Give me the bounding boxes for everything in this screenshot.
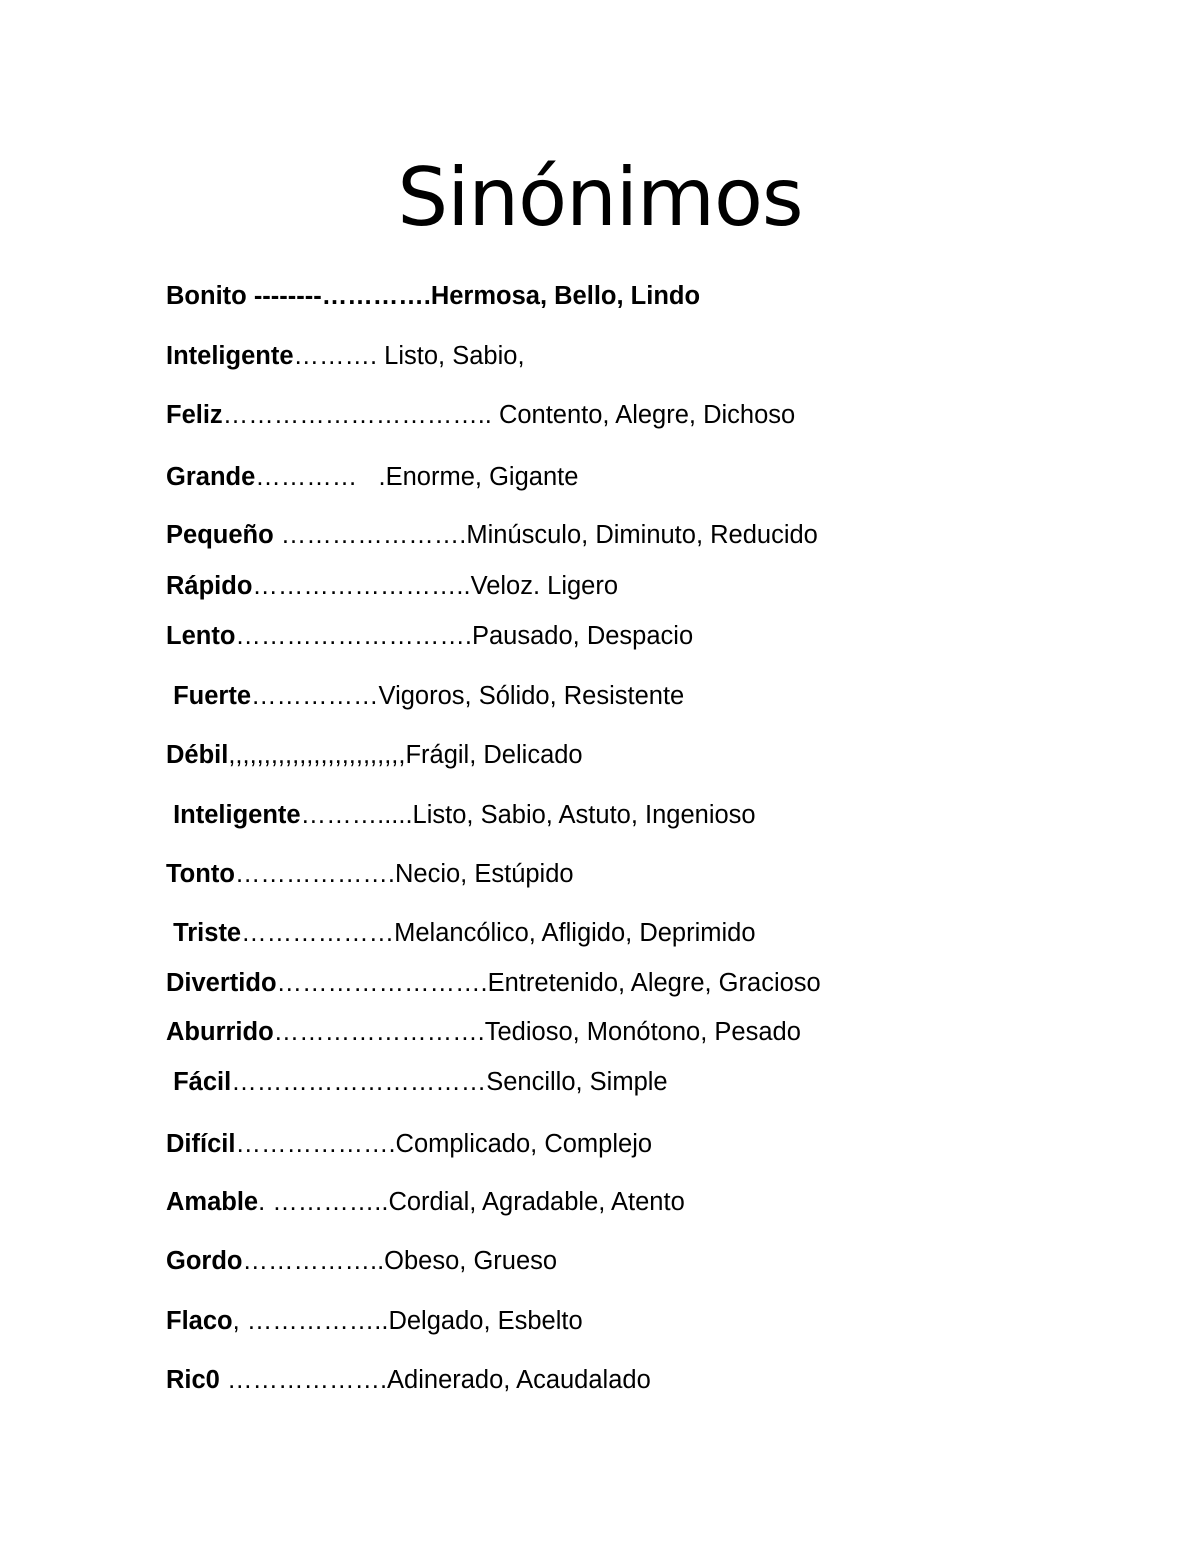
synonym-entry bbox=[166, 400, 795, 430]
entry-synonyms: , ……………..Delgado, Esbelto bbox=[232, 1307, 583, 1335]
synonym-entry bbox=[166, 1306, 583, 1336]
synonym-entry bbox=[166, 571, 618, 601]
entry-word: Inteligente bbox=[166, 801, 301, 829]
entry-word: Grande bbox=[166, 463, 256, 491]
entry-word: Lento bbox=[166, 622, 236, 650]
entry-word: Aburrido bbox=[166, 1018, 274, 1046]
entry-word: Difícil bbox=[166, 1130, 236, 1158]
entry-word: Inteligente bbox=[166, 342, 294, 370]
synonym-entry bbox=[166, 1017, 801, 1047]
entry-synonyms: ……………………..Veloz. Ligero bbox=[252, 572, 619, 600]
synonym-entry bbox=[166, 520, 818, 550]
entry-word: Fuerte bbox=[166, 682, 252, 710]
synonym-entry bbox=[166, 918, 756, 948]
entry-word: Débil bbox=[166, 741, 229, 769]
entry-synonyms: ……….....Listo, Sabio, Astuto, Ingenioso bbox=[300, 801, 756, 829]
synonym-entry bbox=[166, 462, 578, 492]
entry-synonyms: ……………..Obeso, Grueso bbox=[242, 1247, 558, 1275]
entry-word: Triste bbox=[166, 919, 242, 947]
entry-synonyms: …………………….Tedioso, Monótono, Pesado bbox=[273, 1018, 801, 1046]
entry-word: Rápido bbox=[166, 572, 253, 600]
entry-word: Bonito bbox=[166, 282, 247, 310]
entry-synonyms: ………………Melancólico, Afligido, Deprimido bbox=[241, 919, 756, 947]
synonym-entry bbox=[166, 681, 684, 711]
entry-synonyms: ………………………….. Contento, Alegre, Dichoso bbox=[222, 401, 796, 429]
entry-word: Fácil bbox=[166, 1068, 232, 1096]
entry-synonyms: ……………….Necio, Estúpido bbox=[234, 860, 574, 888]
synonym-entry bbox=[166, 1365, 651, 1395]
entry-word: Amable bbox=[166, 1188, 259, 1216]
entry-word: Divertido bbox=[166, 969, 277, 997]
entry-word: Pequeño bbox=[166, 521, 274, 549]
page-title: Sinónimos bbox=[397, 151, 803, 244]
synonym-entry bbox=[166, 800, 756, 830]
synonym-entry bbox=[166, 341, 525, 371]
entry-synonyms: ,,,,,,,,,,,,,,,,,,,,,,,,,Frágil, Delicado bbox=[228, 741, 583, 769]
entry-word: Ric0 bbox=[166, 1366, 220, 1394]
entry-synonyms: --------………….Hermosa, Bello, Lindo bbox=[246, 282, 701, 310]
entry-synonyms: ………… .Enorme, Gigante bbox=[255, 463, 579, 491]
entry-word: Tonto bbox=[166, 860, 235, 888]
synonym-entry bbox=[166, 281, 700, 311]
entry-synonyms: …………………………Sencillo, Simple bbox=[231, 1068, 668, 1096]
entry-synonyms: ……………Vigoros, Sólido, Resistente bbox=[251, 682, 685, 710]
synonym-entry bbox=[166, 740, 583, 770]
synonym-entry bbox=[166, 859, 574, 889]
synonym-entry bbox=[166, 1067, 668, 1097]
entry-synonyms: . …………..Cordial, Agradable, Atento bbox=[258, 1188, 685, 1216]
entry-synonyms: ……………….Complicado, Complejo bbox=[235, 1130, 653, 1158]
synonym-entry bbox=[166, 968, 821, 998]
synonym-entry bbox=[166, 1129, 652, 1159]
entry-synonyms: ………………….Minúsculo, Diminuto, Reducido bbox=[273, 521, 818, 549]
entry-synonyms: …………………….Entretenido, Alegre, Gracioso bbox=[276, 969, 821, 997]
entry-word: Feliz bbox=[166, 401, 223, 429]
entry-word: Gordo bbox=[166, 1247, 243, 1275]
entry-synonyms: ……………………….Pausado, Despacio bbox=[235, 622, 694, 650]
synonym-entry bbox=[166, 621, 693, 651]
entry-synonyms: ………. Listo, Sabio, bbox=[293, 342, 525, 370]
entry-word: Flaco bbox=[166, 1307, 233, 1335]
synonym-entry bbox=[166, 1246, 557, 1276]
synonym-entry bbox=[166, 1187, 685, 1217]
entry-synonyms: ……………….Adinerado, Acaudalado bbox=[219, 1366, 651, 1394]
